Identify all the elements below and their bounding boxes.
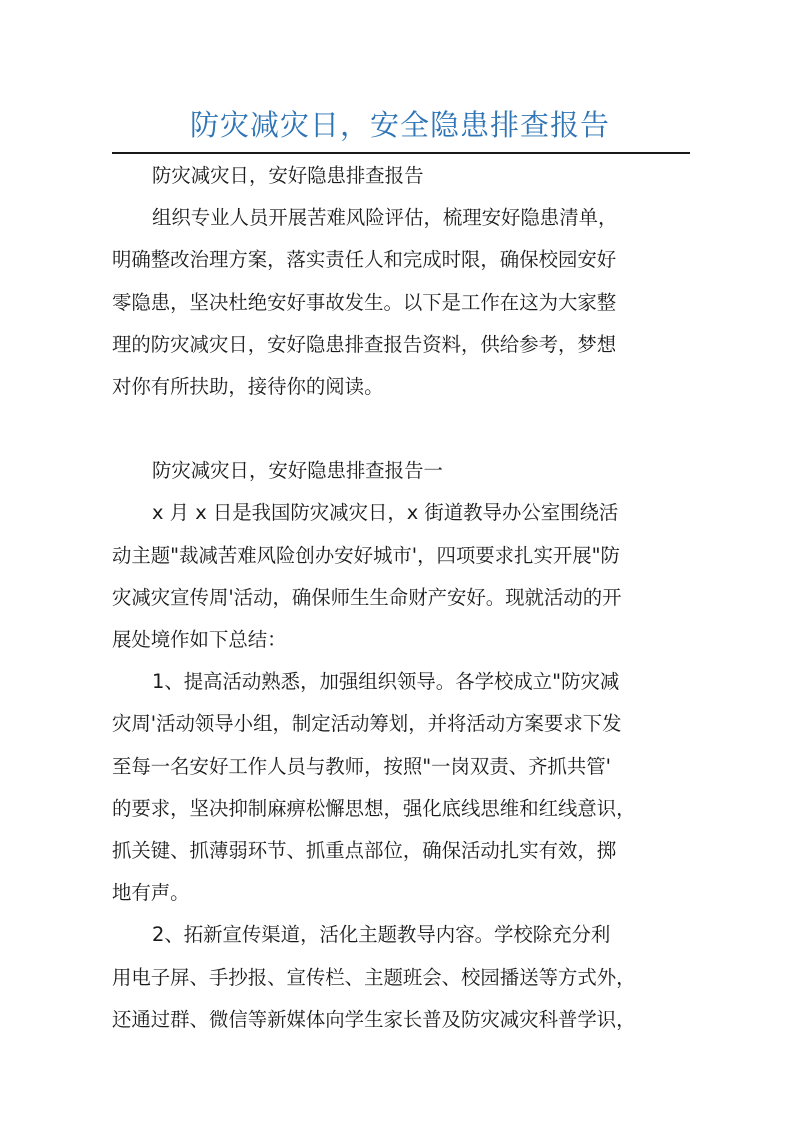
intro-line-4: 理的防灾减灾日，安好隐患排查报告资料，供给参考，梦想 bbox=[112, 332, 617, 356]
intro-line-1: 组织专业人员开展苦难风险评估，梳理安好隐患清单， bbox=[152, 206, 618, 230]
para1-line-3: 灾减灾宣传周'活动，确保师生生命财产安好。现就活动的开 bbox=[112, 585, 622, 609]
subtitle-line: 防灾减灾日，安好隐患排查报告 bbox=[152, 164, 424, 187]
intro-line-3: 零隐患，坚决杜绝安好事故发生。以下是工作在这为大家整 bbox=[112, 290, 617, 314]
document-body bbox=[112, 155, 690, 1041]
intro-paragraph bbox=[112, 197, 690, 408]
para2-line-5: 抓关键、抓薄弱环节、抓重点部位，确保活动扎实有效，掷 bbox=[112, 839, 617, 863]
paragraph-3 bbox=[112, 914, 690, 1041]
para1-line-1: x 月 x 日是我国防灾减灾日，x 街道教导办公室围绕活 bbox=[152, 501, 619, 525]
para2-line-4: 的要求，坚决抑制麻痹松懈思想，强化底线思维和红线意识， bbox=[112, 796, 636, 820]
para3-line-1: 2、拓新宣传渠道，活化主题教导内容。学校除充分利 bbox=[152, 923, 611, 947]
para2-line-3: 至每一名安好工作人员与教师，按照"一岗双责、齐抓共管' bbox=[112, 754, 612, 778]
section-heading bbox=[112, 450, 690, 492]
para2-line-1: 1、提高活动熟悉，加强组织领导。各学校成立"防灾减 bbox=[152, 670, 620, 694]
title-underline-divider bbox=[112, 152, 690, 154]
para3-line-3: 还通过群、微信等新媒体向学生家长普及防灾减灾科普学识， bbox=[112, 1007, 636, 1031]
para3-line-2: 用电子屏、手抄报、宣传栏、主题班会、校园播送等方式外， bbox=[112, 965, 636, 989]
paragraph-spacer bbox=[112, 408, 690, 450]
document-subtitle bbox=[112, 155, 690, 197]
para2-line-2: 灾周'活动领导小组，制定活动筹划，并将活动方案要求下发 bbox=[112, 712, 622, 736]
para2-line-6: 地有声。 bbox=[112, 881, 190, 905]
para1-line-4: 展处境作如下总结： bbox=[112, 628, 287, 652]
para1-line-2: 动主题"裁减苦难风险创办安好城市'，四项要求扎实开展"防 bbox=[112, 543, 620, 567]
section-heading-line: 防灾减灾日，安好隐患排查报告一 bbox=[152, 459, 443, 483]
intro-line-5: 对你有所扶助，接待你的阅读。 bbox=[112, 375, 384, 399]
paragraph-2 bbox=[112, 661, 690, 914]
paragraph-1 bbox=[112, 492, 690, 661]
document-title: 防灾减灾日，安全隐患排查报告 bbox=[189, 108, 610, 142]
intro-line-2: 明确整改治理方案，落实责任人和完成时限，确保校园安好 bbox=[112, 248, 617, 272]
